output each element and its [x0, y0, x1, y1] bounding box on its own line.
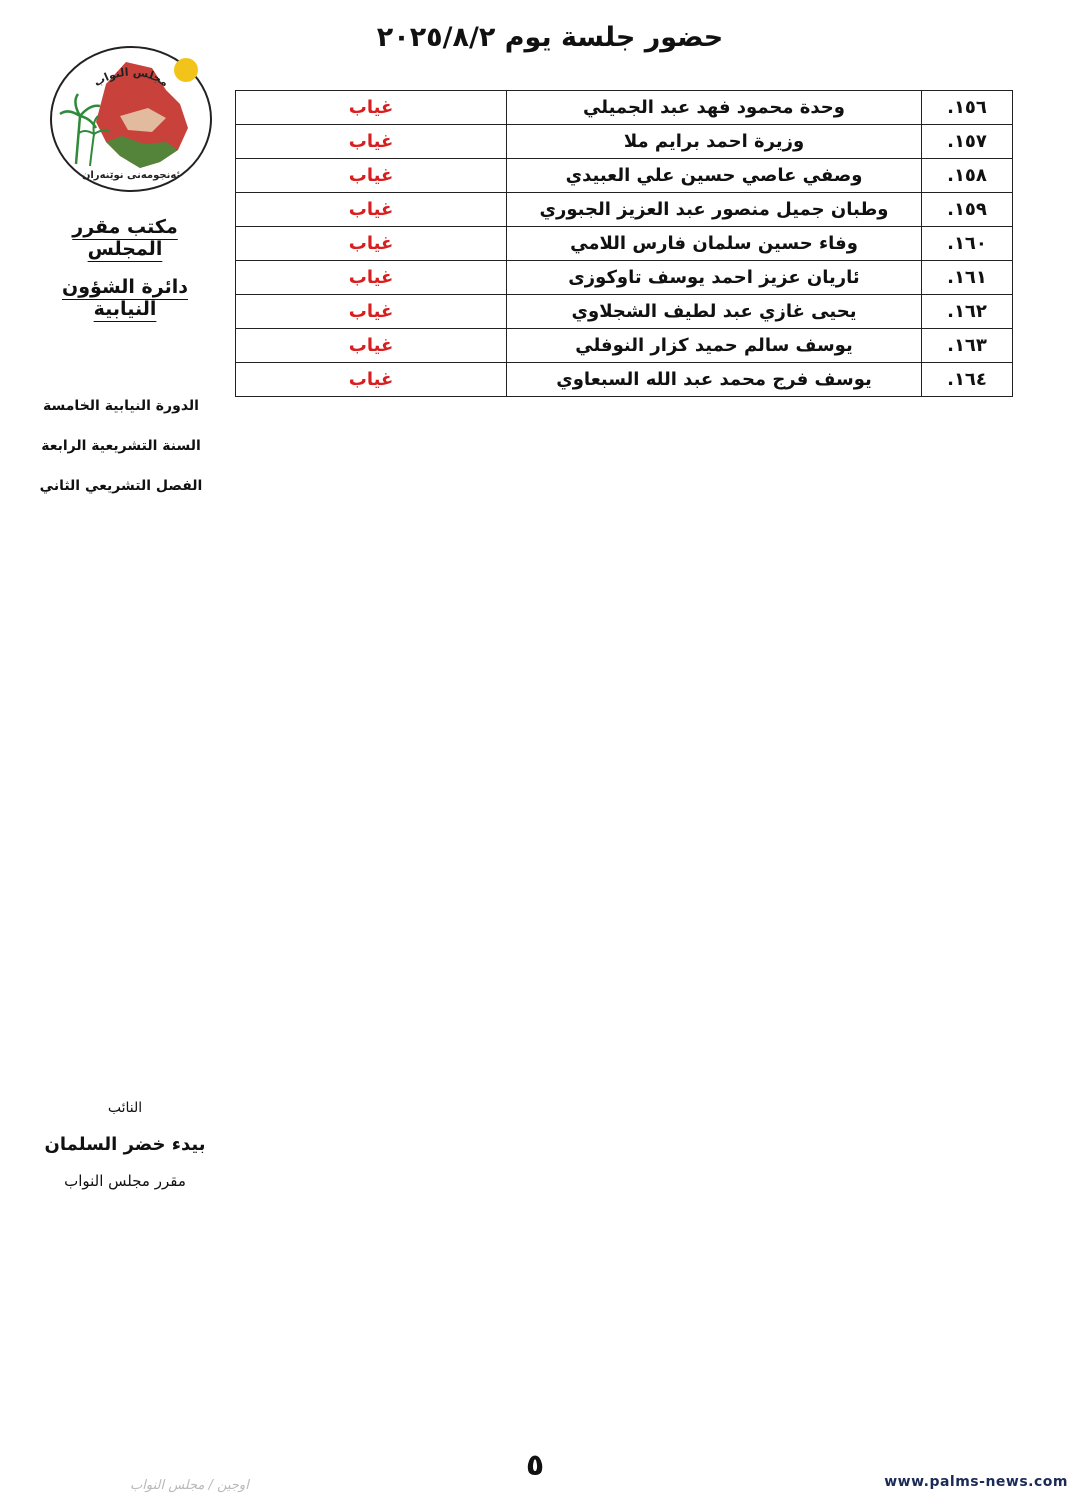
- attendance-status: غياب: [236, 193, 507, 227]
- member-name: ئاريان عزيز احمد يوسف تاوكوزى: [507, 261, 922, 295]
- session-year: السنة التشريعية الرابعة: [41, 438, 201, 454]
- parliament-emblem-icon: [48, 44, 214, 194]
- table-row: [236, 295, 1013, 329]
- attendance-table: [235, 90, 1013, 397]
- member-name: يوسف فرج محمد عبد الله السبعاوي: [507, 363, 922, 397]
- table-row: [236, 125, 1013, 159]
- attendance-status: غياب: [236, 329, 507, 363]
- department-heading: دائرة الشؤون النيابية: [62, 276, 188, 320]
- session-term: الدورة النيابية الخامسة: [43, 398, 199, 414]
- page-number: ٥: [525, 1448, 545, 1483]
- table-row: [236, 261, 1013, 295]
- member-name: وفاء حسين سلمان فارس اللامي: [507, 227, 922, 261]
- member-name: وحدة محمود فهد عبد الجميلي: [507, 91, 922, 125]
- attendance-status: غياب: [236, 91, 507, 125]
- attendance-status: غياب: [236, 125, 507, 159]
- office-heading: مكتب مقرر المجلس: [72, 216, 178, 260]
- session-chapter: الفصل التشريعي الثاني: [39, 478, 203, 494]
- parliament-logo: [48, 44, 214, 194]
- member-name: وطبان جميل منصور عبد العزيز الجبوري: [507, 193, 922, 227]
- member-number: ١٥٩.: [922, 193, 1013, 227]
- member-number: ١٦٢.: [922, 295, 1013, 329]
- member-number: ١٦٤.: [922, 363, 1013, 397]
- member-number: ١٥٦.: [922, 91, 1013, 125]
- logo-bottom-text: ئەنجومەنی نوێنەران: [81, 170, 181, 181]
- member-name: وزيرة احمد برايم ملا: [507, 125, 922, 159]
- member-number: ١٦١.: [922, 261, 1013, 295]
- table-row: [236, 329, 1013, 363]
- attendance-status: غياب: [236, 295, 507, 329]
- attendance-status: غياب: [236, 227, 507, 261]
- attendance-status: غياب: [236, 159, 507, 193]
- signature-title: مقرر مجلس النواب: [64, 1172, 186, 1190]
- table-row: [236, 363, 1013, 397]
- page-title: حضور جلسة يوم ٢٠٢٥/٨/٢: [376, 22, 724, 53]
- member-number: ١٥٨.: [922, 159, 1013, 193]
- logo-arc-text: مجلس النواب: [91, 65, 171, 90]
- attendance-status: غياب: [236, 363, 507, 397]
- member-number: ١٥٧.: [922, 125, 1013, 159]
- table-row: [236, 91, 1013, 125]
- table-row: [236, 227, 1013, 261]
- source-watermark: www.palms-news.com: [884, 1474, 1068, 1490]
- member-name: وصفي عاصي حسين علي العبيدي: [507, 159, 922, 193]
- member-name: يوسف سالم حميد كزار النوفلي: [507, 329, 922, 363]
- table-row: [236, 193, 1013, 227]
- signature-role: النائب: [107, 1100, 143, 1116]
- member-number: ١٦٣.: [922, 329, 1013, 363]
- signature-name: بيدء خضر السلمان: [44, 1134, 206, 1155]
- member-number: ١٦٠.: [922, 227, 1013, 261]
- attendance-status: غياب: [236, 261, 507, 295]
- table-row: [236, 159, 1013, 193]
- member-name: يحيى غازي عبد لطيف الشجلاوي: [507, 295, 922, 329]
- faded-footer-text: اوجين / مجلس النواب: [130, 1478, 249, 1493]
